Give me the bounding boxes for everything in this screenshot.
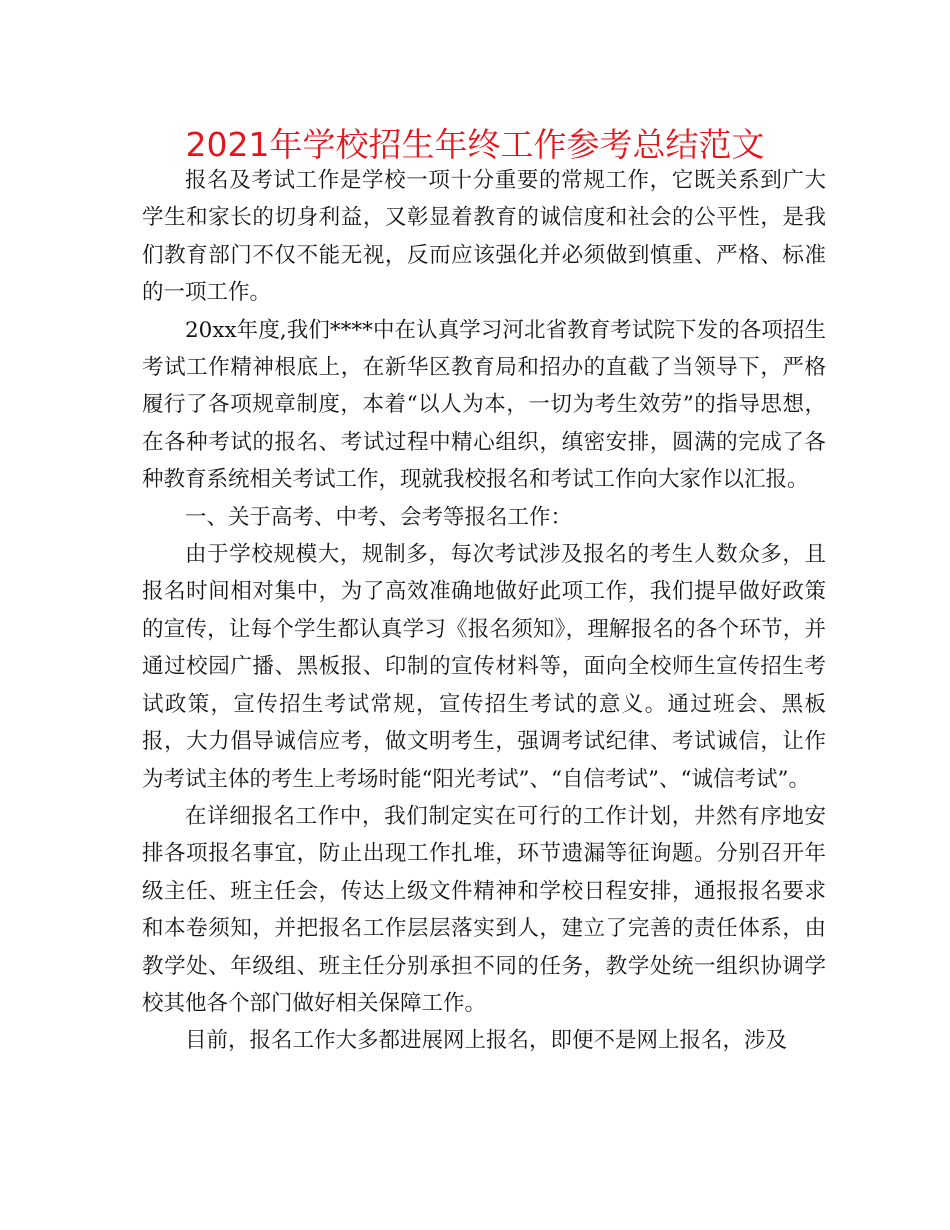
paragraph-intro: 报名及考试工作是学校一项十分重要的常规工作，它既关系到广大学生和家长的切身利益，又彰显着教育的诚信度和社会的公平性，是我们教育部门不仅不能无视，反而应该强化并必须做到慎重、严格、标准的一项工作。 (142, 168, 826, 306)
paragraph-registration-plan: 在详细报名工作中，我们制定实在可行的工作计划，井然有序地安排各项报名事宜，防止出现工作扎堆，环节遗漏等征询题。分别召开年级主任、班主任会，传达上级文件精神和学校日程安排，通报报名要求和本卷须知，并把报名工作层层落实到人，建立了完善的责任体系，由教学处、年级组、班主任分别承担不同的任务，教学处统一组织协调学校其他各个部门做好相关保障工作。 (142, 803, 826, 1016)
section-heading-registration: 一、关于高考、中考、会考等报名工作： (185, 504, 573, 530)
paragraph-online-registration: 目前，报名工作大多都进展网上报名，即便不是网上报名，涉及 (185, 1028, 788, 1054)
document-title: 2021年学校招生年终工作参考总结范文 (185, 125, 765, 164)
paragraph-policy-publicity: 由于学校规模大，规制多，每次考试涉及报名的考生人数众多，且报名时间相对集中，为了高效准确地做好此项工作，我们提早做好政策的宣传，让每个学生都认真学习《报名须知》，理解报名的各个环节，并通过校园广播、黑板报、印制的宣传材料等，面向全校师生宣传招生考试政策，宣传招生考试常规，宣传招生考试的意义。通过班会、黑板报，大力倡导诚信应考，做文明考生，强调考试纪律、考试诚信，让作为考试主体的考生上考场时能“阳光考试”、“自信考试”、“诚信考试”。 (142, 542, 826, 792)
document-body (142, 162, 826, 1060)
paragraph-annual-summary: 20xx年度,我们****中在认真学习河北省教育考试院下发的各项招生考试工作精神根底上，在新华区教育局和招办的直截了当领导下，严格履行了各项规章制度，本着“以人为本，一切为考生效劳”的指导思想，在各种考试的报名、考试过程中精心组织，缜密安排，圆满的完成了各种教育系统相关考试工作，现就我校报名和考试工作向大家作以汇报。 (142, 317, 826, 493)
